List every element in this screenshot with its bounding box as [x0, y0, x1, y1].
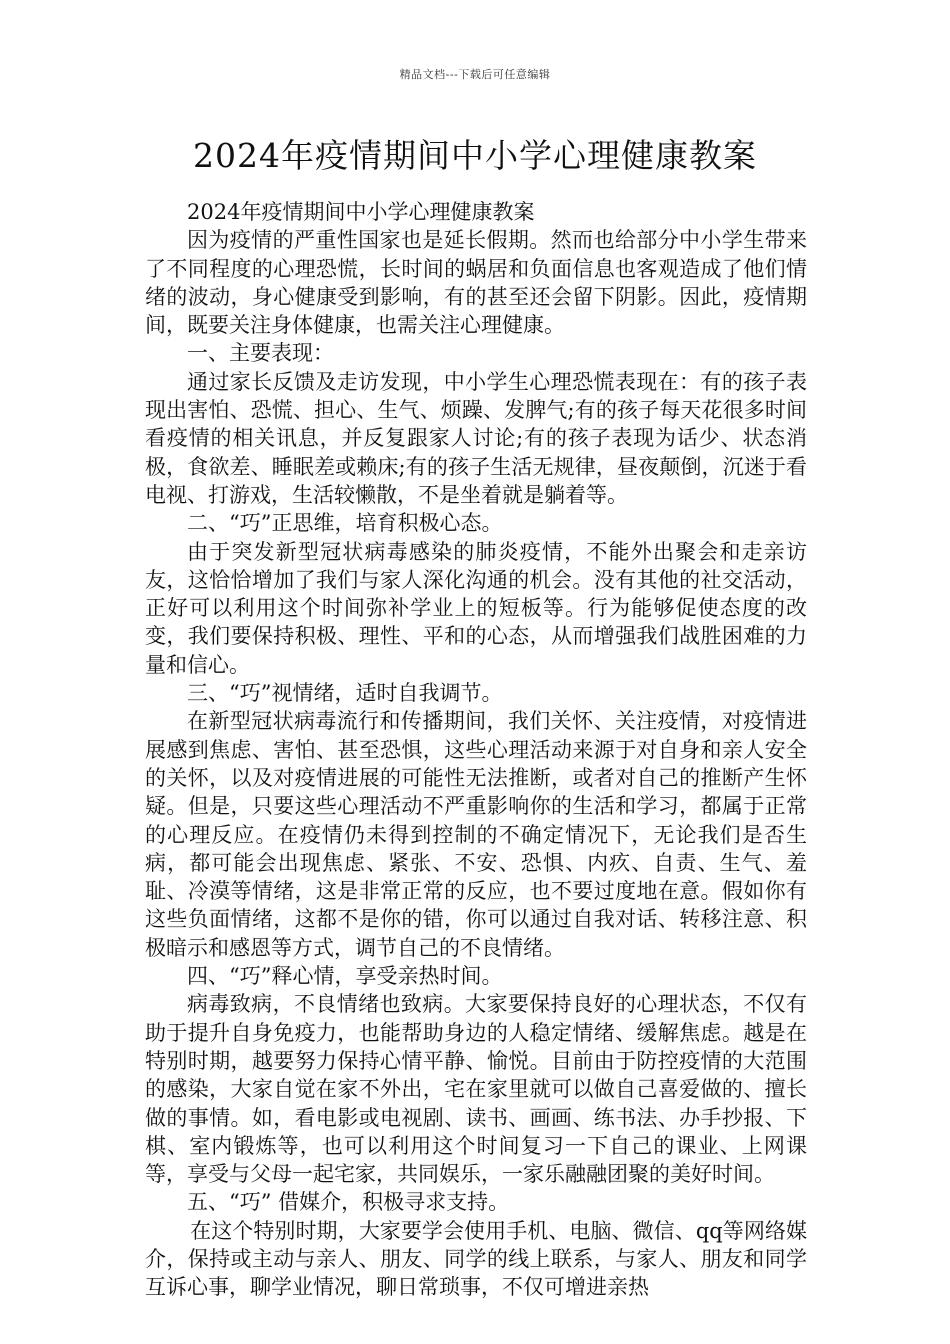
document-title: 2024年疫情期间中小学心理健康教案 — [193, 136, 757, 175]
page-header: 精品文档---下载后可任意编辑 — [399, 68, 551, 81]
paragraph-subtitle: 2024年疫情期间中小学心理健康教案 — [187, 200, 535, 224]
section-heading-1: 一、主要表现： — [187, 341, 334, 366]
paragraph-section-3: 在新型冠状病毒流行和传播期间，我们关怀、关注疫情，对疫情进展感到焦虑、害怕、甚至恐惧，这些心理活动来源于对自身和亲人安全的关怀，以及对疫情进展的可能性无法推断，或者对自己的推断产生怀疑。但是，只要这些心理活动不严重影响你的生活和学习，都属于正常的心理反应。在疫情仍未得到控制的不确定情况下，无论我们是否生病，都可能会出现焦虑、紧张、不安、恐惧、内疚、自责、生气、羞耻、冷漠等情绪，这是非常正常的反应，也不要过度地在意。假如你有这些负面情绪，这都不是你的错，你可以通过自我对话、转移注意、积极暗示和感恩等方式，调节自己的不良情绪。 — [145, 709, 807, 960]
paragraph-section-4: 病毒致病，不良情绪也致病。大家要保持良好的心理状态，不仅有助于提升自身免疫力，也能帮助身边的人稳定情绪、缓解焦虑。越是在特别时期，越要努力保持心情平静、愉悦。目前由于防控疫情的大范围的感染，大家自觉在家不外出，宅在家里就可以做自己喜爱做的、擅长做的事情。如，看电影或电视剧、读书、画画、练书法、办手抄报、下棋、室内锻炼等，也可以利用这个时间复习一下自己的课业、上网课等，享受与父母一起宅家，共同娱乐，一家乐融融团聚的美好时间。 — [145, 992, 807, 1187]
section-heading-4: 四、“巧”释心情，享受亲热时间。 — [187, 964, 503, 989]
paragraph-intro: 因为疫情的严重性国家也是延长假期。然而也给部分中小学生带来了不同程度的心理恐慌，长时间的蜗居和负面信息也客观造成了他们情绪的波动，身心健康受到影响，有的甚至还会留下阴影。因此，疫情期间，既要关注身体健康，也需关注心理健康。 — [145, 228, 807, 338]
paragraph-section-5: 在这个特别时期，大家要学会使用手机、电脑、微信、qq等网络媒介，保持或主动与亲人、朋友、同学的线上联系，与家人、朋友和同学互诉心事，聊学业情况，聊日常琐事，不仅可增进亲热 — [145, 1218, 807, 1300]
section-heading-3: 三、“巧”视情绪，适时自我调节。 — [187, 681, 503, 706]
section-heading-5: 五、“巧” 借媒介，积极寻求支持。 — [187, 1190, 510, 1215]
document-body — [145, 198, 807, 1302]
section-heading-2: 二、“巧”正思维，培育积极心态。 — [187, 511, 503, 536]
paragraph-section-2: 由于突发新型冠状病毒感染的肺炎疫情，不能外出聚会和走亲访友，这恰恰增加了我们与家人深化沟通的机会。没有其他的社交活动，正好可以利用这个时间弥补学业上的短板等。行为能够促使态度的改变，我们要保持积极、理性、平和的心态，从而增强我们战胜困难的力量和信心。 — [145, 539, 807, 677]
paragraph-section-1: 通过家长反馈及走访发现，中小学生心理恐慌表现在：有的孩子表现出害怕、恐慌、担心、生气、烦躁、发脾气;有的孩子每天花很多时间看疫情的相关讯息，并反复跟家人讨论;有的孩子表现为话少、状态消极，食欲差、睡眠差或赖床;有的孩子生活无规律，昼夜颠倒，沉迷于看电视、打游戏，生活较懒散，不是坐着就是躺着等。 — [145, 369, 807, 507]
